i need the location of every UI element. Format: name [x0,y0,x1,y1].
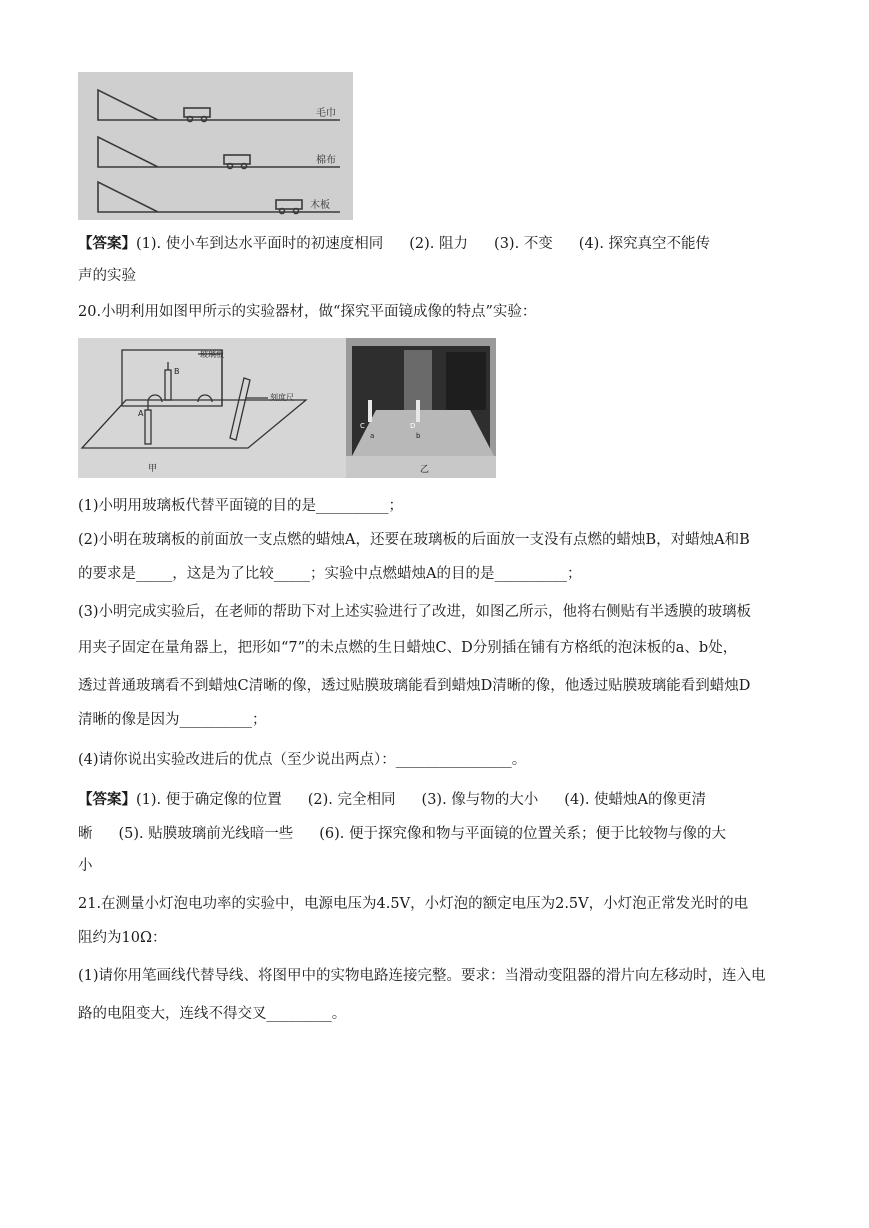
question-20-part2b: 的要求是_____，这是为了比较_____；实验中点燃蜡烛A的目的是__________； [78,566,582,582]
surface-label-cotton: 棉布 [316,155,336,166]
figure-jia-caption: 甲 [148,464,158,474]
figure-jia [78,338,350,478]
photo-drawing [346,338,496,478]
glass-plate-label: 玻璃板 [200,350,224,359]
question-20-part3b: 用夹子固定在量角器上，把形如“7”的未点燃的生日蜡烛C、D分别插在铺有方格纸的泡沫板的a、b处， [78,640,738,656]
surface-label-wood: 木板 [310,200,330,211]
question-21-part1a: (1)请你用笔画线代替导线、将图甲中的实物电路连接完整。要求：当滑动变阻器的滑片向左移动时，连入电 [78,968,766,984]
answer-tag: 【答案】 [78,791,136,808]
question-20-part3d: 清晰的像是因为__________； [78,712,267,728]
answer-19-line1: 【答案】(1). 使小车到达水平面时的初速度相同 (2). 阻力 (3). 不变 (4). 探究真空不能传 [78,235,711,252]
answer-20-line2: 晰 (5). 贴膜玻璃前光线暗一些 (6). 便于探究像和物与平面镜的位置关系；便于比较物与像的大 [78,826,727,842]
inclined-plane-drawing [78,72,353,220]
mirror-setup-drawing [78,338,350,478]
answer-20-line3: 小 [78,858,93,874]
question-21-part1b: 路的电阻变大，连线不得交叉_________。 [78,1006,347,1022]
surface-label-towel: 毛巾 [316,108,336,119]
question-21-stem2: 阻约为10Ω： [78,930,167,946]
question-21-stem1: 21.在测量小灯泡电功率的实验中，电源电压为4.5V，小灯泡的额定电压为2.5V，小灯泡正常发光时的电 [78,896,749,912]
question-20-part4: (4)请你说出实验改进后的优点（至少说出两点）：________________。 [78,752,527,768]
candle-a-label: A [138,409,144,418]
figure-yi-caption: 乙 [420,465,430,475]
question-20-part2a: (2)小明在玻璃板的前面放一支点燃的蜡烛A，还要在玻璃板的后面放一支没有点燃的蜡烛B，对蜡烛A和B [78,532,750,548]
candle-d-label: D [410,422,416,430]
question-20-part3a: (3)小明完成实验后，在老师的帮助下对上述实验进行了改进，如图乙所示，他将右侧贴有半透膜的玻璃板 [78,604,752,620]
answer-tag: 【答案】 [78,235,136,252]
position-a-label: a [370,432,375,440]
answer-20-line1: 【答案】(1). 便于确定像的位置 (2). 完全相同 (3). 像与物的大小 (4). 使蜡烛A的像更清 [78,791,707,808]
position-b-label: b [416,432,421,440]
question-20-part1: (1)小明用玻璃板代替平面镜的目的是__________； [78,498,404,514]
candle-b-label: B [174,367,180,376]
figure-yi-photo [346,338,496,478]
candle-c-label: C [360,422,365,430]
ruler-label: 刻度尺 [270,393,294,402]
inclined-plane-figure [78,72,353,220]
question-20-part3c: 透过普通玻璃看不到蜡烛C清晰的像，透过贴膜玻璃能看到蜡烛D清晰的像，他透过贴膜玻璃能看到蜡烛D [78,678,751,694]
answer-19-line2: 声的实验 [78,268,136,284]
question-20-stem: 20.小明利用如图甲所示的实验器材，做“探究平面镜成像的特点”实验： [78,304,537,320]
